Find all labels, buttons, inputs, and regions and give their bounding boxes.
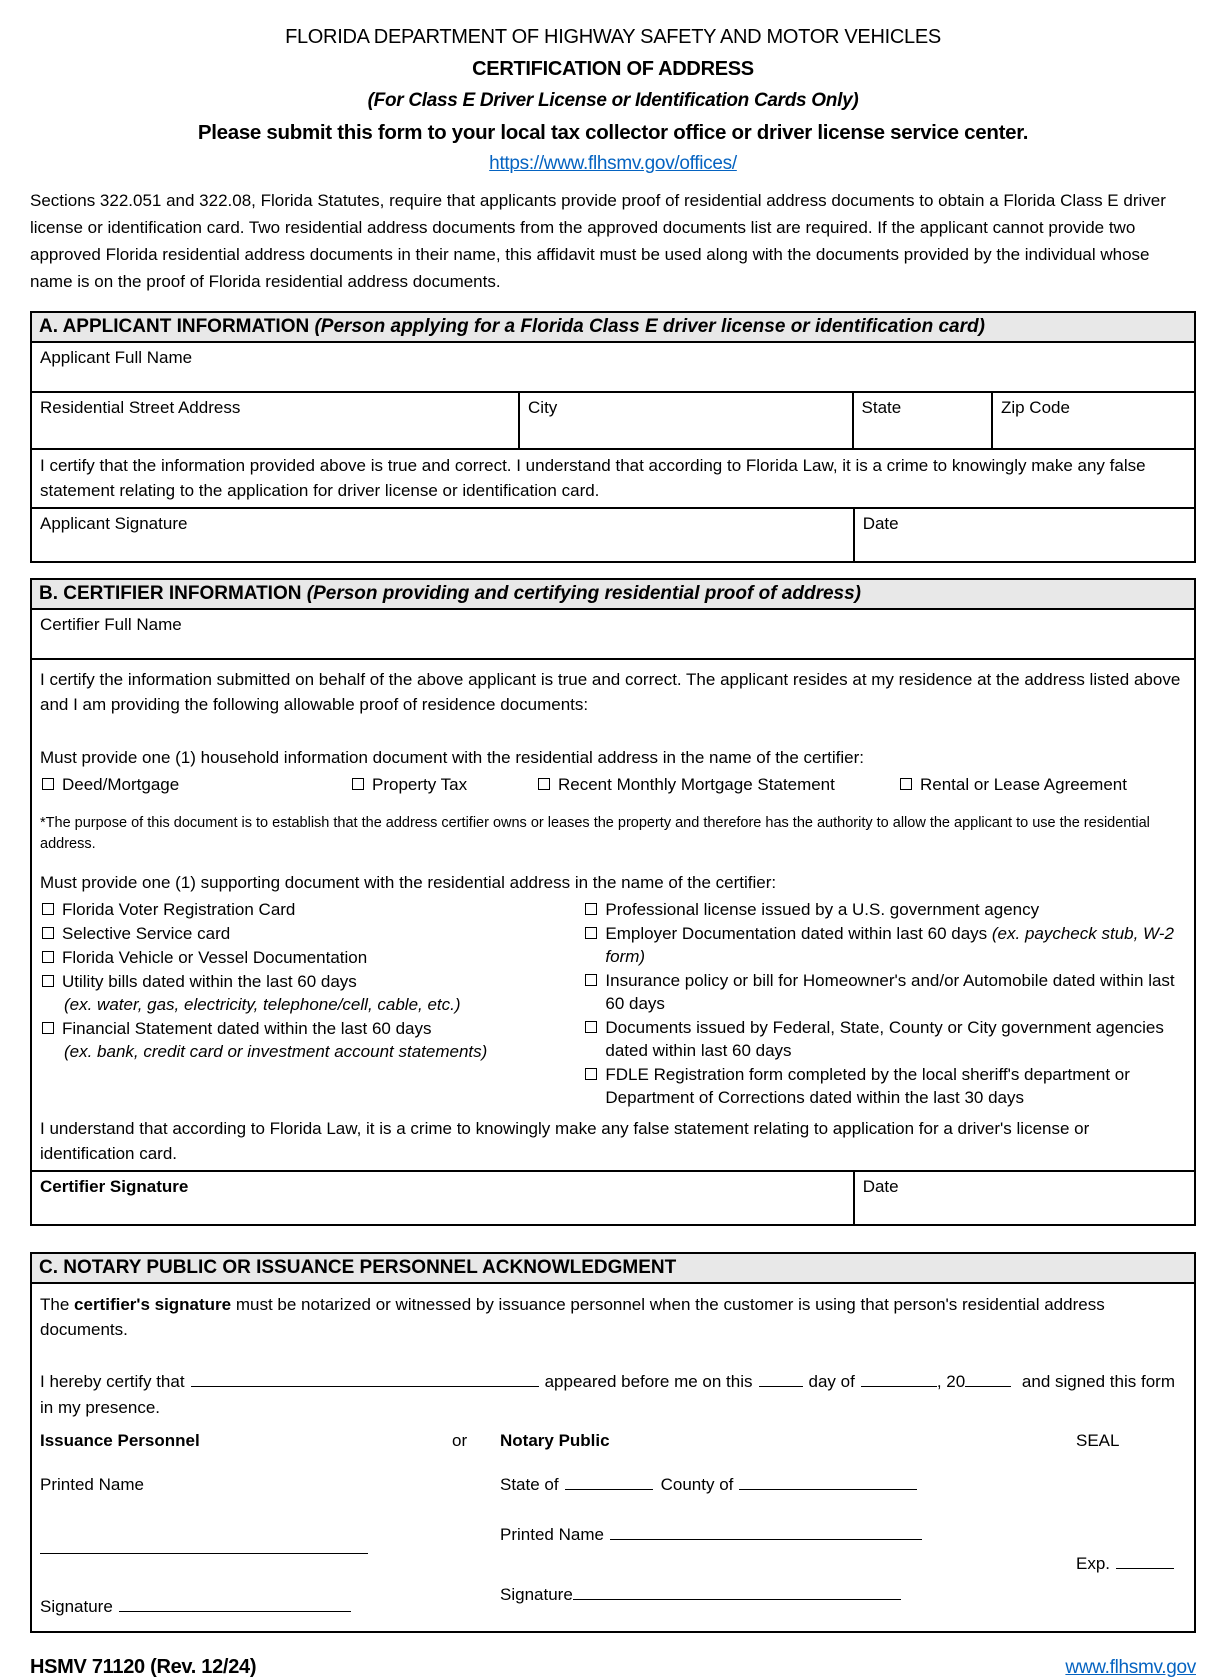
certify-text-2: appeared before me on this xyxy=(544,1372,753,1391)
hereby-certify-line xyxy=(40,1369,1184,1421)
supporting-document-heading: Must provide one (1) supporting document with the residential address in the name of the certifier: xyxy=(40,873,777,892)
applicant-full-name-label: Applicant Full Name xyxy=(40,348,193,367)
section-certifier-information xyxy=(30,578,1196,1226)
option-label: Employer Documentation dated within last 60 days xyxy=(605,924,988,943)
notary-printed-name-row xyxy=(500,1525,1034,1545)
checkbox-option-professional-license[interactable] xyxy=(583,898,1184,921)
exp-blank[interactable] xyxy=(1116,1554,1174,1569)
year-blank[interactable] xyxy=(965,1372,1011,1387)
seal-label: SEAL xyxy=(1076,1431,1120,1450)
supporting-options-columns xyxy=(40,898,1184,1110)
issuance-signature-blank[interactable] xyxy=(119,1597,351,1612)
certifier-certification-text: I certify the information submitted on behalf of the above applicant is true and correct. The applicant resides at my residence at the address listed above and I am providing the following allowable proof of residence documents: xyxy=(40,670,1181,714)
state-label: State xyxy=(861,398,902,417)
certifier-date-field[interactable] xyxy=(855,1172,1194,1224)
issuance-signature-label: Signature xyxy=(40,1597,113,1616)
checkbox-icon[interactable] xyxy=(585,1021,597,1033)
applicant-certification-statement xyxy=(32,450,1194,509)
ack-text-pre: The xyxy=(40,1295,75,1314)
checkbox-option-mortgage-statement[interactable] xyxy=(536,773,898,796)
seal-column xyxy=(1034,1431,1184,1617)
option-example: (ex. bank, credit card or investment account statements) xyxy=(64,1042,488,1061)
certifier-documents-cell xyxy=(32,660,1194,1172)
zip-code-label: Zip Code xyxy=(1000,398,1070,417)
checkbox-option-insurance-policy[interactable] xyxy=(583,969,1184,1015)
applicant-date-field[interactable] xyxy=(855,509,1194,561)
notary-public-heading: Notary Public xyxy=(500,1431,610,1450)
form-subtitle: (For Class E Driver License or Identification Cards Only) xyxy=(367,90,859,111)
certifier-signature-field[interactable] xyxy=(32,1172,855,1224)
county-blank[interactable] xyxy=(739,1475,917,1490)
checkbox-option-government-documents[interactable] xyxy=(583,1016,1184,1062)
option-label: Recent Monthly Mortgage Statement xyxy=(558,775,835,794)
option-label: Utility bills dated within the last 60 days xyxy=(62,972,357,991)
exp-label: Exp. xyxy=(1076,1554,1111,1573)
option-label: Florida Voter Registration Card xyxy=(62,900,296,919)
section-c-body xyxy=(32,1284,1194,1631)
document-footer xyxy=(30,1656,1196,1679)
state-blank[interactable] xyxy=(565,1475,653,1490)
residential-street-address-label: Residential Street Address xyxy=(40,398,241,417)
ack-text-post: must be notarized or witnessed by issuance personnel when the customer is using that person's residential address documents. xyxy=(40,1295,1105,1339)
notarization-requirement-text xyxy=(40,1292,1184,1342)
statute-paragraph: Sections 322.051 and 322.08, Florida Statutes, require that applicants provide proof of residential address documents to obtain a Florida Class E driver license or identification card. Two residential address documents from the approved documents list are required. If the applicant cannot provide two approved Florida residential address documents in their name, this affidavit must be used along with the documents provided by the individual whose name is on the proof of Florida residential address documents. xyxy=(30,191,1166,291)
certifier-date-label: Date xyxy=(862,1177,899,1196)
checkbox-icon[interactable] xyxy=(900,778,912,790)
issuance-printed-name-label: Printed Name xyxy=(40,1475,144,1494)
or-label: or xyxy=(452,1431,468,1450)
option-label: Selective Service card xyxy=(62,924,231,943)
checkbox-icon[interactable] xyxy=(585,1068,597,1080)
issuance-printed-name-blank[interactable] xyxy=(40,1539,368,1554)
certifier-name-blank[interactable] xyxy=(191,1372,539,1387)
checkbox-option-selective-service[interactable] xyxy=(40,922,573,945)
checkbox-icon[interactable] xyxy=(42,778,54,790)
certifier-full-name-label: Certifier Full Name xyxy=(40,615,182,634)
option-example: (ex. water, gas, electricity, telephone/cell, cable, etc.) xyxy=(64,995,461,1014)
issuance-personnel-heading: Issuance Personnel xyxy=(40,1431,200,1450)
supporting-options-right xyxy=(583,898,1184,1110)
checkbox-option-deed-mortgage[interactable] xyxy=(40,773,350,796)
notary-public-column xyxy=(500,1431,1034,1617)
supporting-options-left xyxy=(40,898,583,1110)
checkbox-icon[interactable] xyxy=(538,778,550,790)
applicant-certification-text: I certify that the information provided above is true and correct. I understand that according to Florida Law, it is a crime to knowingly make any false statement relating to the application for driver license or identification card. xyxy=(40,456,1146,500)
section-a-subtitle: (Person applying for a Florida Class E driver license or identification card) xyxy=(314,316,985,337)
checkbox-option-employer-documentation[interactable] xyxy=(583,922,1184,968)
checkbox-option-voter-registration[interactable] xyxy=(40,898,573,921)
state-county-row xyxy=(500,1475,1034,1495)
issuance-personnel-column xyxy=(40,1431,452,1617)
section-notary-acknowledgment xyxy=(30,1252,1196,1633)
option-label: Professional license issued by a U.S. government agency xyxy=(605,900,1040,919)
notary-signature-blank[interactable] xyxy=(573,1585,901,1600)
certify-text-1: I hereby certify that xyxy=(40,1372,185,1391)
option-label: Property Tax xyxy=(372,775,468,794)
section-a-header xyxy=(32,313,1194,343)
checkbox-icon[interactable] xyxy=(42,927,54,939)
form-title: CERTIFICATION OF ADDRESS xyxy=(472,58,754,80)
submit-instruction: Please submit this form to your local tax collector office or driver license service center. xyxy=(197,121,1029,144)
notary-signature-row xyxy=(500,1585,1034,1605)
checkbox-icon[interactable] xyxy=(585,974,597,986)
section-a-title: A. APPLICANT INFORMATION xyxy=(39,316,310,337)
city-label: City xyxy=(528,398,558,417)
certify-text-4: , 20 xyxy=(936,1372,966,1391)
option-label: Insurance policy or bill for Homeowner's and/or Automobile dated within last 60 days xyxy=(605,971,1175,1013)
checkbox-option-fdle-registration[interactable] xyxy=(583,1063,1184,1109)
flhsmv-link[interactable]: www.flhsmv.gov xyxy=(1065,1657,1196,1678)
ack-text-bold: certifier's signature xyxy=(74,1295,232,1314)
checkbox-option-financial-statement[interactable] xyxy=(40,1017,573,1040)
applicant-date-label: Date xyxy=(862,514,899,533)
certifier-understand-text: I understand that according to Florida Law, it is a crime to knowingly make any false statement relating to application for a driver's license or identification card. xyxy=(40,1119,1090,1163)
option-label: Florida Vehicle or Vessel Documentation xyxy=(62,948,368,967)
checkbox-option-vehicle-vessel[interactable] xyxy=(40,946,573,969)
checkbox-option-utility-bills[interactable] xyxy=(40,970,573,993)
certify-text-3: day of xyxy=(808,1372,855,1391)
county-of-label: County of xyxy=(660,1475,734,1494)
checkbox-icon[interactable] xyxy=(585,903,597,915)
notary-printed-name-label: Printed Name xyxy=(500,1525,604,1544)
option-label: FDLE Registration form completed by the local sheriff's department or Department of Corrections dated within the last 30 days xyxy=(605,1065,1130,1107)
certify-text-5: and signed this form in my presence. xyxy=(40,1372,1175,1417)
residential-street-address-field[interactable] xyxy=(32,393,520,448)
checkbox-option-rental-lease[interactable] xyxy=(898,773,1127,796)
issuance-signature-row xyxy=(40,1597,452,1617)
section-b-header xyxy=(32,580,1194,610)
exp-row xyxy=(1076,1554,1184,1574)
certifier-full-name-field[interactable] xyxy=(32,610,1194,660)
agency-name: FLORIDA DEPARTMENT OF HIGHWAY SAFETY AND MOTOR VEHICLES xyxy=(285,26,941,48)
purpose-footnote: *The purpose of this document is to establish that the address certifier owns or leases the property and therefore has the authority to allow the applicant to use the residential address. xyxy=(40,815,1150,852)
city-field[interactable] xyxy=(520,393,853,448)
section-b-subtitle: (Person providing and certifying residential proof of address) xyxy=(306,583,861,604)
applicant-signature-label: Applicant Signature xyxy=(40,514,188,533)
checkbox-icon[interactable] xyxy=(42,903,54,915)
acknowledgment-columns xyxy=(40,1431,1184,1617)
applicant-signature-field[interactable] xyxy=(32,509,855,561)
document-header xyxy=(30,26,1196,175)
state-field[interactable] xyxy=(854,393,993,448)
option-label: Documents issued by Federal, State, County or City government agencies dated within last 60 days xyxy=(605,1018,1164,1060)
option-label: Financial Statement dated within the last 60 days xyxy=(62,1019,432,1038)
section-b-title: B. CERTIFIER INFORMATION xyxy=(39,583,302,604)
section-c-title: C. NOTARY PUBLIC OR ISSUANCE PERSONNEL ACKNOWLEDGMENT xyxy=(39,1257,677,1278)
offices-link[interactable]: https://www.flhsmv.gov/offices/ xyxy=(489,153,737,174)
option-example: (ex. paycheck stub, W-2 form) xyxy=(605,924,1174,966)
checkbox-icon[interactable] xyxy=(352,778,364,790)
notary-signature-label: Signature xyxy=(500,1585,573,1604)
option-label: Rental or Lease Agreement xyxy=(920,775,1127,794)
household-options-row xyxy=(40,773,1184,796)
month-blank[interactable] xyxy=(861,1372,937,1387)
option-label: Deed/Mortgage xyxy=(62,775,180,794)
household-document-heading: Must provide one (1) household information document with the residential address in the name of the certifier: xyxy=(40,748,865,767)
zip-code-field[interactable] xyxy=(993,393,1194,448)
checkbox-icon[interactable] xyxy=(585,927,597,939)
day-blank[interactable] xyxy=(759,1372,803,1387)
checkbox-icon[interactable] xyxy=(42,1022,54,1034)
form-number: HSMV 71120 (Rev. 12/24) xyxy=(30,1656,257,1678)
notary-printed-name-blank[interactable] xyxy=(610,1525,922,1540)
certifier-signature-label: Certifier Signature xyxy=(40,1177,189,1196)
or-column xyxy=(452,1431,500,1617)
section-applicant-information xyxy=(30,311,1196,563)
checkbox-option-property-tax[interactable] xyxy=(350,773,536,796)
state-of-label: State of xyxy=(500,1475,559,1494)
applicant-full-name-field[interactable] xyxy=(32,343,1194,393)
section-c-header xyxy=(32,1254,1194,1284)
checkbox-icon[interactable] xyxy=(42,975,54,987)
checkbox-icon[interactable] xyxy=(42,951,54,963)
